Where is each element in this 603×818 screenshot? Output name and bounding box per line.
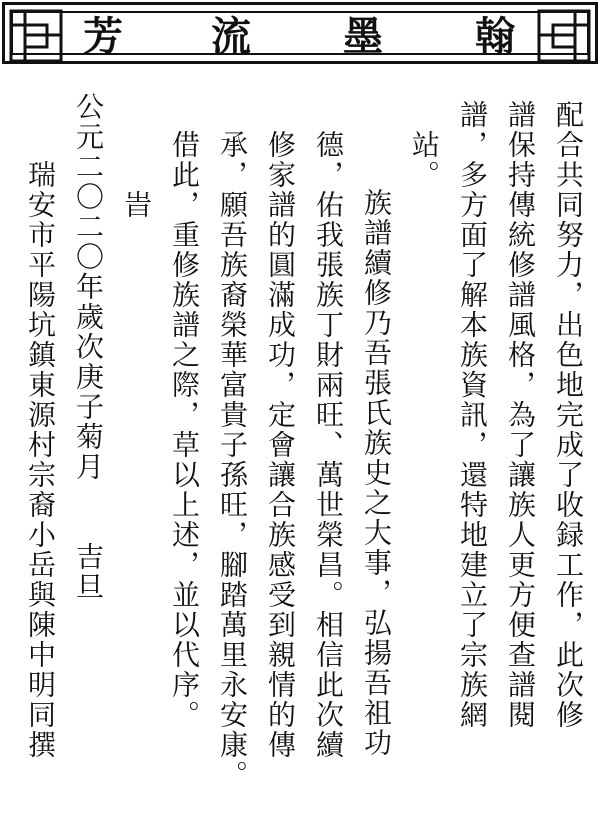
text-column-4: 站。 bbox=[408, 130, 441, 190]
title-banner bbox=[2, 2, 598, 64]
title-char-3: 墨 bbox=[343, 13, 383, 60]
signature-line: 瑞安市平陽坑鎮東源村宗裔小岳與陳中明同撰 bbox=[24, 160, 57, 760]
corner-ornament-left bbox=[7, 7, 65, 65]
corner-ornament-right bbox=[535, 7, 593, 65]
text-column-10: 旹 bbox=[120, 190, 153, 220]
text-column-6: 德，佑我張族丁財兩旺、萬世榮昌。相信此次續 bbox=[312, 130, 345, 760]
title-char-2: 流 bbox=[211, 13, 251, 60]
text-column-7: 修家譜的圓滿成功，定會讓合族感受到親情的傳 bbox=[264, 130, 297, 760]
text-column-3: 譜，多方面了解本族資訊，還特地建立了宗族網 bbox=[456, 100, 489, 730]
text-column-8: 承，願吾族裔榮華富貴子孫旺，腳踏萬里永安康。 bbox=[216, 130, 249, 790]
title-char-1: 芳 bbox=[83, 13, 123, 60]
text-column-2: 譜保持傳統修譜風格，為了讓族人更方便查譜閱 bbox=[504, 100, 537, 730]
text-column-5: 族譜續修乃吾張氏族史之大事，弘揚吾祖功 bbox=[360, 188, 393, 758]
text-column-1: 配合共同努力，出色地完成了收録工作，此次修 bbox=[552, 100, 585, 730]
text-column-9: 借此，重修族譜之際，草以上述，並以代序。 bbox=[168, 130, 201, 730]
title-char-4: 翰 bbox=[475, 13, 515, 60]
date-line: 公元二〇二〇年歲次庚子菊月 吉旦 bbox=[72, 92, 105, 602]
